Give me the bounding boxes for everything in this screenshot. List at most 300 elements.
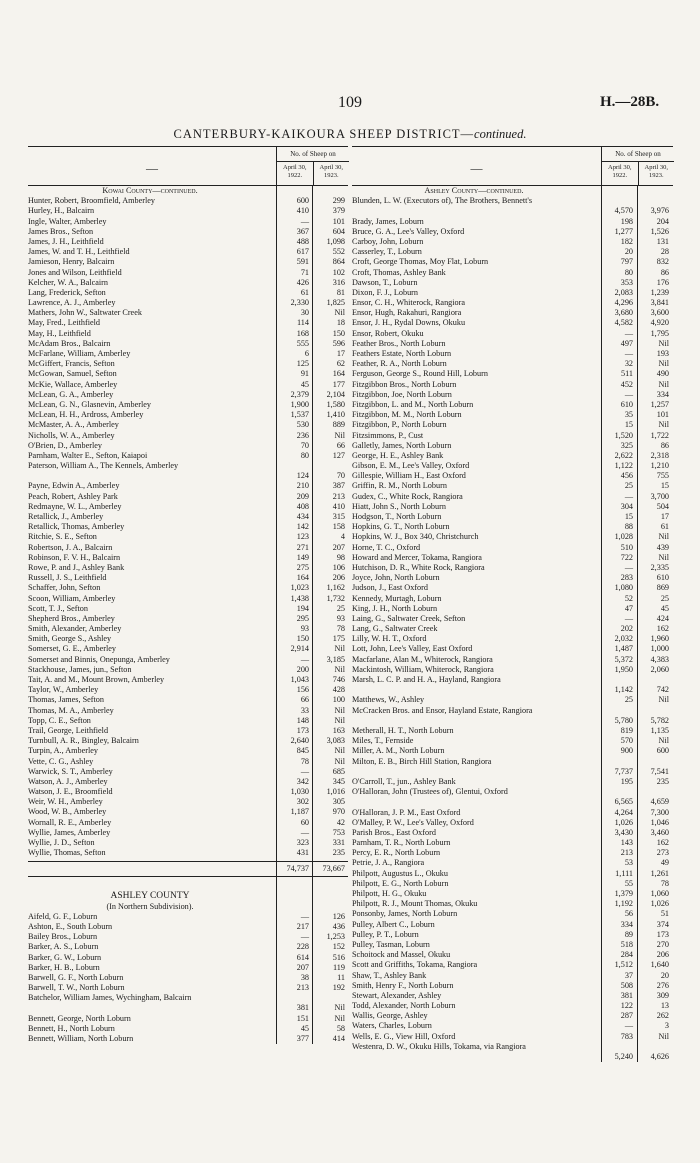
owner-name: McCracken Bros. and Ensor, Hayland Estate, Rangiora — [352, 705, 533, 715]
title-main: CANTERBURY-KAIKOURA SHEEP DISTRICT— — [173, 127, 475, 141]
table-row — [28, 359, 348, 369]
owner-name: McKie, Wallace, Amberley — [28, 379, 118, 389]
table-row — [352, 604, 673, 614]
table-row — [352, 461, 673, 471]
sheep-1922: 53 — [624, 858, 633, 868]
owner-name: Wallis, George, Ashley — [352, 1011, 428, 1021]
table-row — [352, 644, 673, 654]
table-row — [352, 257, 673, 267]
table-row — [28, 339, 348, 349]
table-row — [28, 512, 348, 522]
table-row — [352, 298, 673, 308]
header-group-label: No. of Sheep on — [277, 147, 349, 162]
owner-name: Ensor, Hugh, Rakahuri, Rangiora — [352, 308, 462, 318]
owner-name: Horne, T. C., Oxford — [352, 542, 421, 552]
table-row — [352, 349, 673, 359]
owner-name: Fitzsimmons, P., Cust — [352, 430, 424, 440]
sheep-1922: 284 — [620, 950, 633, 960]
owner-name: Thomas, M. A., Amberley — [28, 705, 114, 715]
owner-name: Blunden, L. W. (Executors of), The Brothers, Bennett's — [352, 196, 533, 206]
sheep-1922: 1,111 — [615, 868, 633, 878]
sheep-1922: 1,023 — [290, 583, 309, 593]
sheep-1923: 7,300 — [650, 807, 669, 817]
owner-name: Croft, Thomas, Ashley Bank — [352, 267, 446, 277]
sheep-1923: Nil — [334, 715, 345, 725]
sheep-1922: 207 — [296, 962, 309, 972]
owner-name: Jones and Wilson, Leithfield — [28, 267, 122, 277]
sheep-1923: 101 — [332, 216, 345, 226]
sheep-1923: 331 — [332, 838, 345, 848]
owner-name: Macfarlane, Alan M., Whiterock, Rangiora — [352, 654, 493, 664]
owner-name: Milton, E. B., Birch Hill Station, Rangiora — [352, 756, 492, 766]
sheep-1922: 38 — [300, 972, 309, 982]
owner-name: Mackintosh, William, Whiterock, Rangiora — [352, 664, 494, 674]
table-row — [352, 808, 673, 818]
owner-name: Miles, T., Fernside — [352, 736, 414, 746]
sheep-1923: 177 — [332, 379, 345, 389]
table-row — [28, 329, 348, 339]
table-row — [28, 369, 348, 379]
sheep-1922: 617 — [296, 247, 309, 257]
table-row — [28, 685, 348, 695]
table-row — [28, 308, 348, 318]
table-row — [352, 960, 673, 970]
owner-name: May, H., Leithfield — [28, 328, 91, 338]
table-row — [352, 950, 673, 960]
sheep-1923: 610 — [656, 573, 669, 583]
sheep-1922: 182 — [620, 236, 633, 246]
owner-name: Wornall, R. E., Amberley — [28, 817, 112, 827]
table-row — [28, 787, 348, 797]
sheep-1923: Nil — [334, 664, 345, 674]
sheep-1923: 126 — [332, 911, 345, 921]
table-row — [28, 410, 348, 420]
sheep-1923: Nil — [334, 308, 345, 318]
sheep-1922: 210 — [296, 481, 309, 491]
owner-name: Stewart, Alexander, Ashley — [352, 990, 442, 1000]
table-row — [28, 441, 348, 451]
owner-name: Ashton, E., South Loburn — [28, 921, 113, 931]
sheep-1923: Nil — [658, 1031, 669, 1041]
table-row — [28, 706, 348, 716]
sheep-1922: 228 — [296, 942, 309, 952]
sheep-1923: 316 — [332, 277, 345, 287]
sheep-1923: 163 — [332, 725, 345, 735]
table-row — [28, 594, 348, 604]
owner-name: McLean, H. H., Ardross, Amberley — [28, 410, 144, 420]
sheep-1922: 600 — [296, 196, 309, 206]
owner-name: Mathers, John W., Saltwater Creek — [28, 308, 142, 318]
sheep-1922: 93 — [300, 624, 309, 634]
sheep-1923: Nil — [658, 695, 669, 705]
sheep-1922: 70 — [300, 440, 309, 450]
table-row — [352, 675, 673, 695]
table-row — [28, 644, 348, 654]
owner-name: Miller, A. M., North Loburn — [352, 746, 445, 756]
sheep-1922: 80 — [300, 450, 309, 460]
sheep-1922: 2,330 — [290, 298, 309, 308]
sheep-1922: 381 — [620, 990, 633, 1000]
table-row — [352, 502, 673, 512]
table-row — [28, 481, 348, 491]
sheep-1922: 4,582 — [614, 318, 633, 328]
owner-name: Gibson, E. M., Lee's Valley, Oxford — [352, 461, 470, 471]
sheep-1922: — — [624, 562, 633, 572]
table-row — [352, 991, 673, 1001]
sheep-1922: 1,028 — [614, 532, 633, 542]
sheep-1922: 89 — [624, 929, 633, 939]
sheep-1922: 845 — [296, 746, 309, 756]
sheep-1922: 2,622 — [614, 450, 633, 460]
sheep-1923: 86 — [660, 267, 669, 277]
sheep-1922: 434 — [296, 512, 309, 522]
sheep-1922: — — [300, 827, 309, 837]
sheep-1923: 119 — [333, 962, 345, 972]
owner-name: Schaffer, John, Sefton — [28, 583, 101, 593]
sheep-1922: — — [300, 216, 309, 226]
owner-name: Griffin, R. M., North Loburn — [352, 481, 447, 491]
owner-name: Galletly, James, North Loburn — [352, 440, 452, 450]
sheep-1922: — — [624, 328, 633, 338]
header-group-label: No. of Sheep on — [602, 147, 674, 162]
table-row — [28, 746, 348, 756]
sheep-1923: 374 — [656, 919, 669, 929]
sheep-1923: 1,162 — [326, 583, 345, 593]
sheep-1922: 125 — [296, 359, 309, 369]
table-row — [28, 838, 348, 848]
sheep-1922: 122 — [620, 1001, 633, 1011]
sheep-1923: 345 — [332, 776, 345, 786]
sheep-1923: 158 — [332, 522, 345, 532]
owner-name: McFarlane, William, Amberley — [28, 349, 131, 358]
left-column — [28, 146, 348, 1044]
table-row — [352, 909, 673, 919]
sheep-1923: 3 — [664, 1021, 669, 1031]
table-row — [352, 655, 673, 665]
sheep-1923: 5,782 — [650, 715, 669, 725]
sheep-1922: 1,030 — [290, 787, 309, 797]
sheep-1922: 52 — [624, 593, 633, 603]
sheep-1923: 150 — [332, 328, 345, 338]
table-row — [352, 217, 673, 227]
sheep-1922: 61 — [300, 287, 309, 297]
table-row — [352, 318, 673, 328]
owner-name: Ensor, Robert, Okuku — [352, 328, 424, 338]
sheep-1923: 1,016 — [326, 787, 345, 797]
sheep-1922: 37 — [624, 970, 633, 980]
right-column — [352, 146, 673, 1062]
table-row — [28, 563, 348, 573]
sheep-1923: 2,335 — [650, 562, 669, 572]
sheep-1922: 2,640 — [290, 736, 309, 746]
sheep-1923: 1,135 — [650, 725, 669, 735]
sheep-1922: 1,379 — [614, 889, 633, 899]
sheep-1922: 198 — [620, 216, 633, 226]
owner-name: Philpott, H. G., Okuku — [352, 889, 427, 899]
owner-name: Smith, Henry F., North Loburn — [352, 980, 454, 990]
sheep-1923: 81 — [336, 287, 345, 297]
owner-name: Jamieson, Henry, Balcairn — [28, 257, 115, 267]
owner-name: Hiatt, John S., North Loburn — [352, 501, 446, 511]
table-row — [28, 614, 348, 624]
sheep-1922: 45 — [300, 1023, 309, 1033]
subsection-heading: (In Northern Subdivision). — [106, 901, 194, 911]
sheep-1923: Nil — [658, 420, 669, 430]
table-row — [28, 993, 348, 1013]
table-row — [28, 217, 348, 227]
table-row — [352, 227, 673, 237]
sheep-1922: 1,537 — [290, 410, 309, 420]
sheep-1923: 4,659 — [650, 797, 669, 807]
owner-name: Lawrence, A. J., Amberley — [28, 298, 116, 308]
sheep-1923: 235 — [656, 776, 669, 786]
sheep-1923: 3,600 — [650, 308, 669, 318]
table-row — [28, 655, 348, 665]
sheep-1922: 1,192 — [614, 899, 633, 909]
owner-name: Turpin, A., Amberley — [28, 746, 98, 756]
table-row — [352, 1032, 673, 1042]
table-row — [28, 298, 348, 308]
table-row — [28, 1034, 348, 1044]
table-row — [352, 420, 673, 430]
table-row — [28, 400, 348, 410]
sheep-1923: 299 — [332, 196, 345, 206]
sheep-1922: 511 — [621, 369, 633, 379]
owner-name: Retallick, J., Amberley — [28, 512, 104, 522]
owner-name: Peach, Robert, Ashley Park — [28, 491, 118, 501]
sheep-1922: 143 — [620, 838, 633, 848]
sheep-1922: 1,043 — [290, 675, 309, 685]
table-row — [28, 420, 348, 430]
owner-name: Warwick, S. T., Amberley — [28, 766, 113, 776]
owner-name: Ponsonby, James, North Loburn — [352, 909, 458, 919]
owner-name: Somerset and Binnis, Onepunga, Amberley — [28, 654, 170, 664]
sheep-1923: 4,626 — [650, 1052, 669, 1062]
sheep-1922: 6 — [304, 349, 309, 358]
sheep-1922: 149 — [296, 552, 309, 562]
owner-name: Ritchie, S. E., Sefton — [28, 532, 97, 542]
owner-name: Marsh, L. C. P. and H. A., Hayland, Rangiora — [352, 675, 501, 685]
owner-name: Philpott, R. J., Mount Thomas, Okuku — [352, 899, 478, 909]
sheep-1923: 2,104 — [326, 389, 345, 399]
sheep-1922: 900 — [620, 746, 633, 756]
owner-name: Taylor, W., Amberley — [28, 685, 99, 695]
sheep-1923: 1,640 — [650, 960, 669, 970]
owner-name: Retallick, Thomas, Amberley — [28, 522, 125, 532]
owner-name: Lang, G., Saltwater Creek — [352, 624, 438, 634]
owner-name: Ferguson, George S., Round Hill, Loburn — [352, 369, 488, 379]
sheep-1922: 151 — [296, 1013, 309, 1023]
owner-name: McGowan, Samuel, Sefton — [28, 369, 117, 379]
table-row — [352, 532, 673, 542]
table-row — [28, 461, 348, 481]
sheep-1922: — — [300, 766, 309, 776]
sheep-1923: 424 — [656, 613, 669, 623]
sheep-1922: 80 — [624, 267, 633, 277]
sheep-1922: 302 — [296, 797, 309, 807]
owner-name: Bennett, H., North Loburn — [28, 1023, 115, 1033]
sheep-1922: 114 — [297, 318, 309, 328]
sheep-1923: Nil — [334, 1003, 345, 1013]
sheep-1923: 15 — [660, 481, 669, 491]
sheep-1923: 3,185 — [326, 654, 345, 664]
header-dash: — — [146, 161, 158, 175]
table-row — [28, 675, 348, 685]
sheep-1923: 1,722 — [650, 430, 669, 440]
sheep-1923: Nil — [658, 552, 669, 562]
table-row — [28, 451, 348, 461]
owner-name: Laing, G., Saltwater Creek, Sefton — [352, 613, 466, 623]
sheep-1922: 323 — [296, 838, 309, 848]
sheep-1922: 194 — [296, 603, 309, 613]
sheep-1922: 30 — [300, 308, 309, 318]
owner-name: Wyllie, Thomas, Sefton — [28, 848, 106, 858]
sheep-1923: 1,795 — [650, 328, 669, 338]
sheep-1923: 42 — [336, 817, 345, 827]
table-row — [28, 502, 348, 512]
table-row — [28, 257, 348, 267]
table-row — [28, 716, 348, 726]
table-row — [28, 268, 348, 278]
sheep-1922: 456 — [620, 471, 633, 481]
sheep-1922: 6,565 — [614, 797, 633, 807]
sheep-1922: 1,900 — [290, 399, 309, 409]
header-group — [276, 147, 349, 185]
owner-name: Wood, W. B., Amberley — [28, 807, 107, 817]
table-row — [352, 940, 673, 950]
table-row — [28, 922, 348, 932]
table-row — [28, 237, 348, 247]
table-row — [28, 492, 348, 502]
sheep-1923: Nil — [334, 756, 345, 766]
owner-name: James, W. and T. H., Leithfield — [28, 247, 130, 257]
sheep-1922: 55 — [624, 878, 633, 888]
sheep-1922: 164 — [296, 573, 309, 583]
sheep-1922: 497 — [620, 338, 633, 348]
table-row — [28, 624, 348, 634]
owner-name: Matthews, W., Ashley — [352, 695, 425, 705]
owner-name: Parnham, Walter E., Sefton, Kaiapoi — [28, 450, 148, 460]
sheep-1923: 86 — [660, 440, 669, 450]
owner-name: Fitzgibbon, L. and M., North Loburn — [352, 399, 474, 409]
owner-name: Barwell, T. W., North Loburn — [28, 983, 125, 993]
table-row — [352, 920, 673, 930]
sheep-1922: 124 — [296, 471, 309, 481]
table-row — [352, 746, 673, 756]
sheep-1922: 78 — [300, 756, 309, 766]
sheep-1923: Nil — [658, 532, 669, 542]
sheep-1923: 1,000 — [650, 644, 669, 654]
owner-name: Fitzgibbon Bros., North Loburn — [352, 379, 457, 389]
sheep-1922: 1,026 — [614, 817, 633, 827]
sheep-1922: 797 — [620, 257, 633, 267]
table-row — [28, 953, 348, 963]
table-row — [352, 359, 673, 369]
sheep-1922: 783 — [620, 1031, 633, 1041]
owner-name: Petrie, J. A., Rangiora — [352, 858, 425, 868]
table-row — [352, 573, 673, 583]
sheep-1923: Nil — [334, 705, 345, 715]
sheep-1923: 162 — [656, 624, 669, 634]
owner-name: Schoitock and Massel, Okuku — [352, 950, 451, 960]
owner-name: Carboy, John, Loburn — [352, 236, 424, 246]
owner-name: Shaw, T., Ashley Bank — [352, 970, 427, 980]
table-row — [352, 247, 673, 257]
table-row — [28, 963, 348, 973]
sheep-1923: 504 — [656, 501, 669, 511]
sheep-1923: 62 — [336, 359, 345, 369]
table-row — [352, 1001, 673, 1011]
sheep-1923: 206 — [656, 950, 669, 960]
table-row — [352, 553, 673, 563]
sheep-1922: 4,296 — [614, 298, 633, 308]
sheep-1923: Nil — [334, 430, 345, 440]
table-row — [28, 983, 348, 993]
sheep-1922: 195 — [620, 776, 633, 786]
owner-name: McLean, G. A., Amberley — [28, 389, 114, 399]
table-row — [352, 1042, 673, 1062]
sheep-1922: 150 — [296, 634, 309, 644]
owner-name: Scott and Griffiths, Tokama, Rangiora — [352, 960, 478, 970]
owner-name: King, J. H., North Loburn — [352, 603, 438, 613]
sheep-1922: 408 — [296, 501, 309, 511]
sheep-1923: 204 — [656, 216, 669, 226]
sheep-1922: 168 — [296, 328, 309, 338]
table-row — [352, 889, 673, 899]
sheep-1923: 3,460 — [650, 827, 669, 837]
table-row — [28, 912, 348, 922]
owner-name: Wyllie, J. D., Sefton — [28, 838, 95, 848]
table-row — [352, 665, 673, 675]
sheep-1922: 570 — [620, 736, 633, 746]
sheep-1922: 722 — [620, 552, 633, 562]
table-row — [352, 858, 673, 868]
sheep-1922: — — [624, 1021, 633, 1031]
table-row — [28, 318, 348, 328]
table-row — [352, 726, 673, 736]
table-row — [352, 787, 673, 807]
owner-name: Gudex, C., White Rock, Rangiora — [352, 491, 463, 501]
table-row — [28, 777, 348, 787]
owner-name: Smith, Alexander, Amberley — [28, 624, 122, 634]
table-row — [28, 532, 348, 542]
sheep-1922: 2,914 — [290, 644, 309, 654]
owner-name: Bailey Bros., Loburn — [28, 932, 98, 942]
sheep-1922: 488 — [296, 236, 309, 246]
sheep-1922: 1,487 — [614, 644, 633, 654]
table-row — [352, 390, 673, 400]
owner-name: May, Fred., Leithfield — [28, 318, 100, 328]
table-row — [28, 634, 348, 644]
sheep-1923: 3,976 — [650, 206, 669, 216]
owner-name: Dixon, F. J., Loburn — [352, 287, 418, 297]
table-row — [352, 237, 673, 247]
owner-name: James, J. H., Leithfield — [28, 236, 104, 246]
owner-name: O'Halloran, John (Trustees of), Glentui, Oxford — [352, 787, 508, 797]
sheep-1922: 213 — [296, 983, 309, 993]
owner-name: Ensor, J. H., Rydal Downs, Okuku — [352, 318, 466, 328]
sheep-1923: 61 — [660, 522, 669, 532]
sheep-1922: 508 — [620, 980, 633, 990]
table-row — [352, 838, 673, 848]
sheep-1923: 387 — [332, 481, 345, 491]
table-row — [28, 726, 348, 736]
sheep-1922: 66 — [300, 695, 309, 705]
sheep-1922: — — [624, 613, 633, 623]
owner-name: Scoon, William, Amberley — [28, 593, 116, 603]
sheep-1923: 270 — [656, 939, 669, 949]
sheep-1923: 516 — [332, 952, 345, 962]
